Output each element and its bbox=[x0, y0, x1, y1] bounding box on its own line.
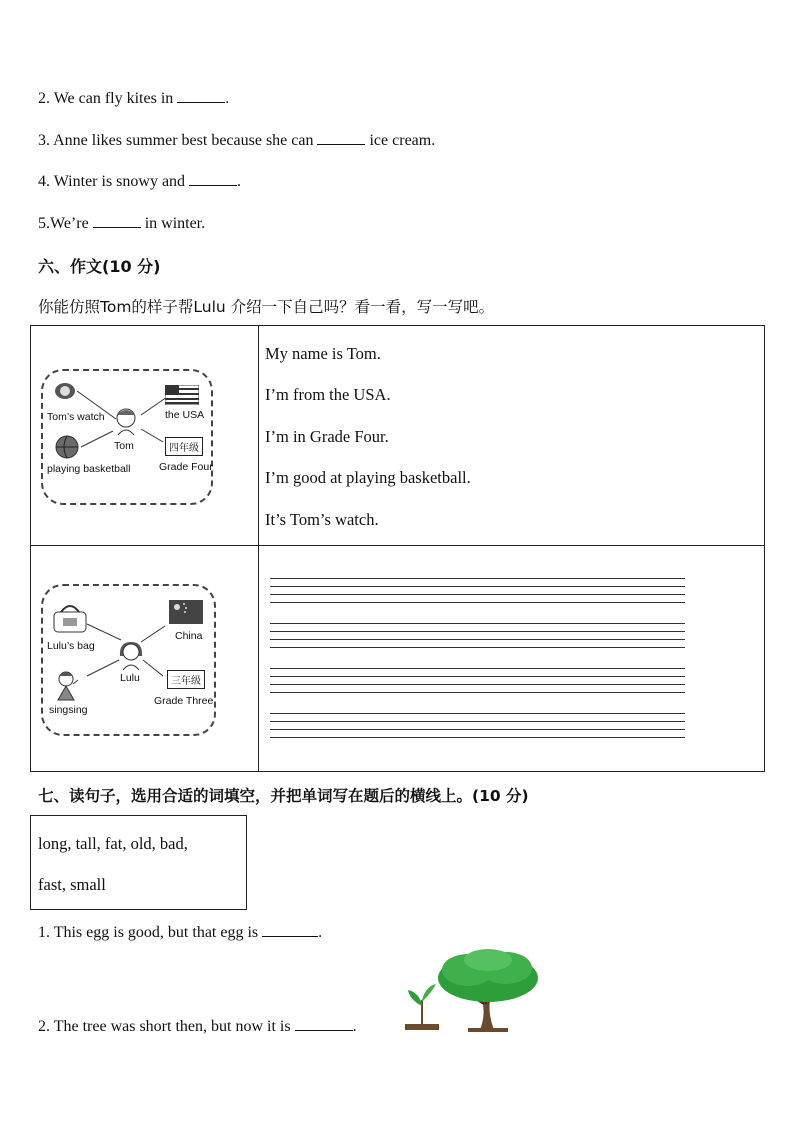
tree-growth-illustration bbox=[402, 948, 544, 1034]
model-sentence: I’m from the USA. bbox=[265, 385, 391, 404]
composition-table bbox=[30, 325, 765, 772]
girl-icon bbox=[117, 640, 145, 672]
writing-line bbox=[270, 639, 685, 640]
china-flag-icon bbox=[169, 600, 203, 624]
writing-line bbox=[270, 692, 685, 693]
watch-icon bbox=[53, 381, 77, 401]
grade-sign: 四年级 bbox=[165, 437, 203, 456]
writing-line bbox=[270, 602, 685, 603]
writing-line bbox=[270, 737, 685, 738]
basketball-icon bbox=[55, 435, 79, 459]
singing-girl-icon bbox=[53, 670, 79, 702]
grade-sign: 三年级 bbox=[167, 670, 205, 689]
writing-line bbox=[270, 729, 685, 730]
answer-blank[interactable] bbox=[295, 1016, 353, 1031]
word-bank-line: long, tall, fat, old, bad, bbox=[38, 834, 188, 853]
question-5-2: 2. We can fly kites in . bbox=[38, 90, 230, 107]
answer-blank[interactable] bbox=[93, 213, 141, 228]
writing-line bbox=[270, 578, 685, 579]
answer-blank[interactable] bbox=[317, 130, 365, 145]
lulu-info-card: Lulu’s bag China Lulu singsing 三年级 Grade Three bbox=[41, 584, 216, 736]
section-instruction-6: 你能仿照Tom的样子帮Lulu 介绍一下自己吗？看一看，写一写吧。 bbox=[38, 298, 495, 316]
writing-line bbox=[270, 586, 685, 587]
word-bank-line: fast, small bbox=[38, 875, 106, 894]
writing-line bbox=[270, 623, 685, 624]
bag-icon bbox=[51, 600, 89, 634]
table-divider bbox=[258, 326, 259, 771]
usa-flag-icon bbox=[165, 385, 199, 405]
writing-line bbox=[270, 594, 685, 595]
sapling-icon bbox=[405, 984, 439, 1030]
writing-line bbox=[270, 668, 685, 669]
model-sentence: I’m in Grade Four. bbox=[265, 427, 389, 446]
model-sentence: I’m good at playing basketball. bbox=[265, 468, 471, 487]
big-tree-icon bbox=[438, 949, 538, 1032]
word-bank bbox=[30, 815, 247, 910]
model-sentence: My name is Tom. bbox=[265, 344, 381, 363]
boy-icon bbox=[113, 407, 139, 437]
answer-blank[interactable] bbox=[262, 922, 318, 937]
writing-line bbox=[270, 647, 685, 648]
question-5-4: 4. Winter is snowy and . bbox=[38, 173, 242, 190]
writing-line bbox=[270, 676, 685, 677]
question-5-3: 3. Anne likes summer best because she can ice cream. bbox=[38, 132, 436, 149]
question-7-2: 2. The tree was short then, but now it is . bbox=[38, 1018, 357, 1035]
answer-blank[interactable] bbox=[189, 171, 237, 186]
question-7-1: 1. This egg is good, but that egg is . bbox=[38, 924, 323, 941]
model-sentence: It’s Tom’s watch. bbox=[265, 510, 379, 529]
section-heading-7: 七、读句子，选用合适的词填空，并把单词写在题后的横线上。(10 分) bbox=[38, 787, 529, 805]
section-heading-6: 六、作文(10 分) bbox=[38, 257, 161, 276]
writing-line bbox=[270, 713, 685, 714]
writing-line bbox=[270, 631, 685, 632]
tom-info-card: Tom’s watch the USA Tom playing basketball 四年级 Grade Four bbox=[41, 369, 213, 505]
answer-blank[interactable] bbox=[177, 88, 225, 103]
writing-line bbox=[270, 721, 685, 722]
table-divider bbox=[31, 545, 764, 546]
question-5-5: 5.We’re in winter. bbox=[38, 215, 206, 232]
writing-line bbox=[270, 684, 685, 685]
